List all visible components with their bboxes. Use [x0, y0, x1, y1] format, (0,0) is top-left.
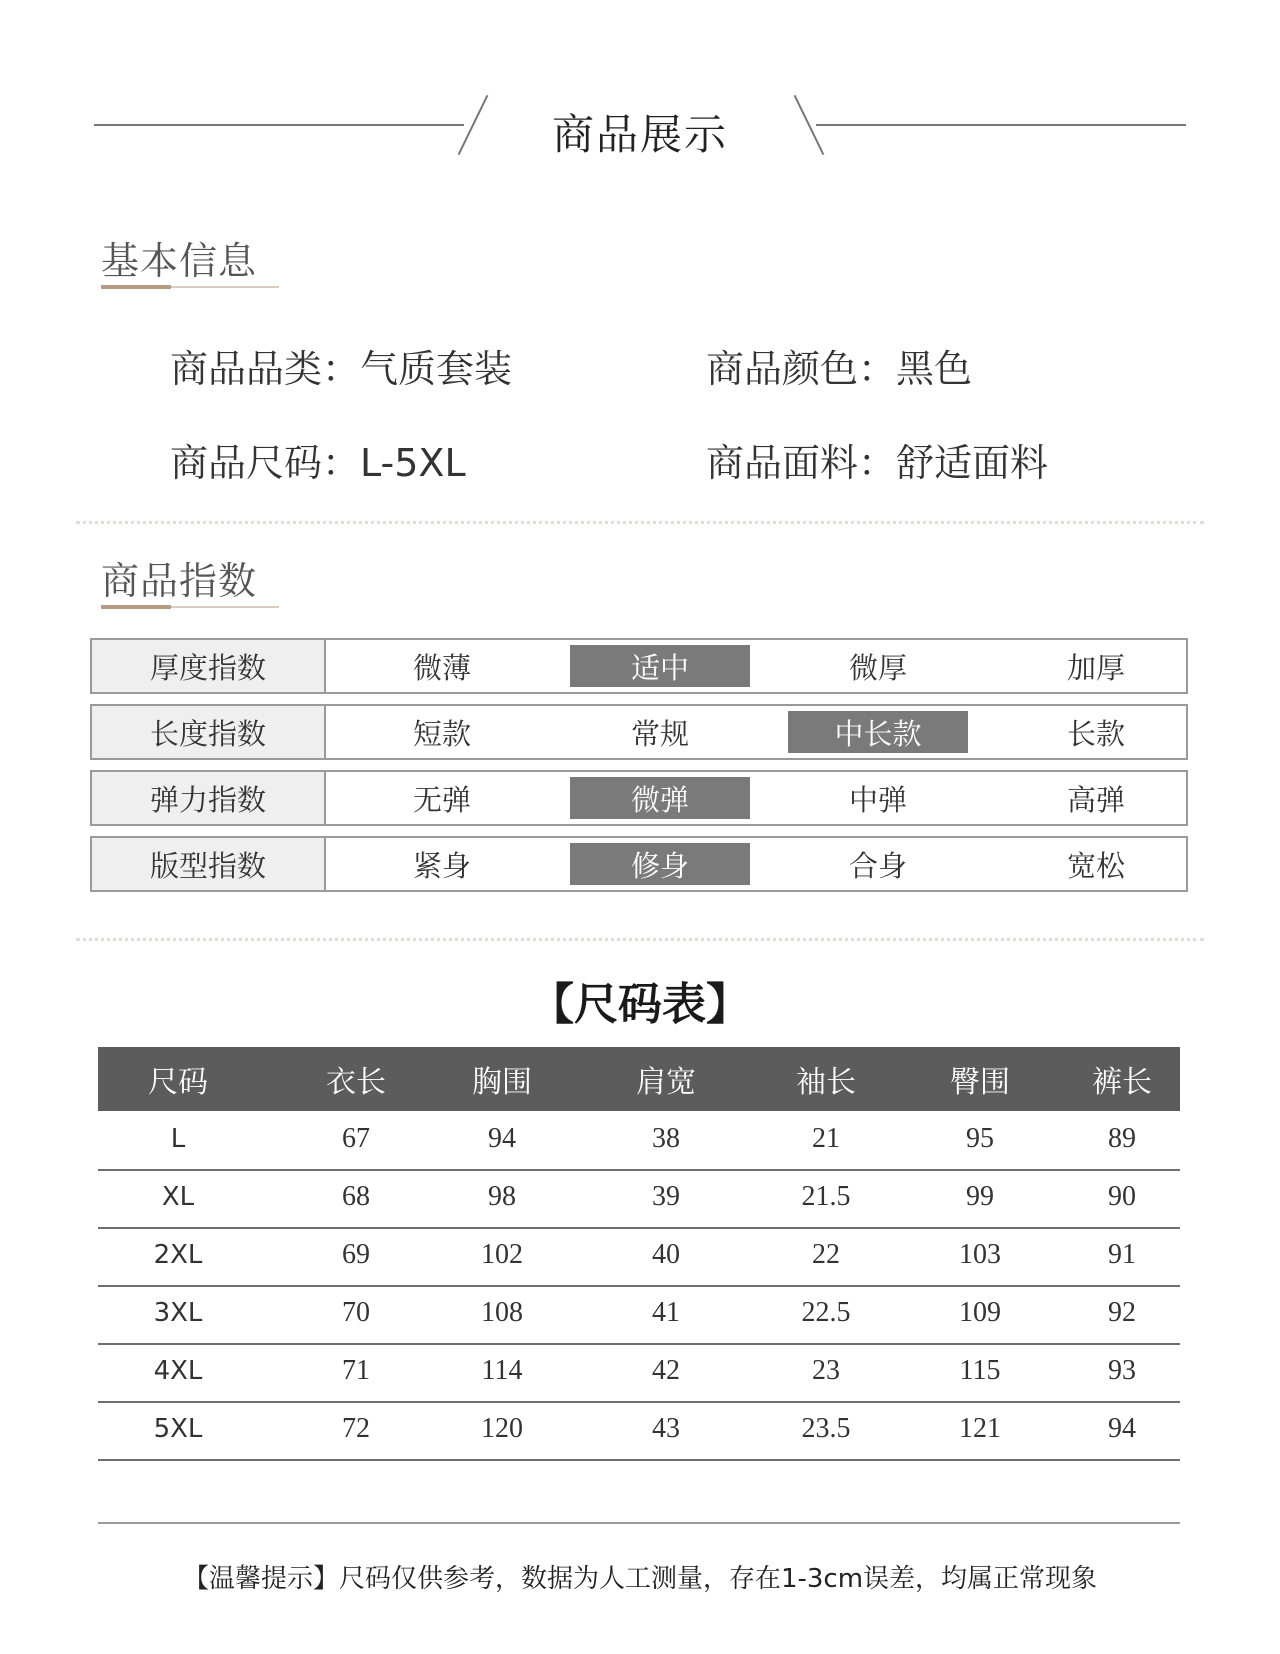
size-value-cell: 103: [959, 1239, 1001, 1270]
size-value-cell: 23: [812, 1355, 840, 1386]
size-table-header-cell: 肩宽: [636, 1065, 696, 1100]
index-option: 短款: [412, 716, 471, 751]
info-category: [170, 338, 512, 393]
size-value-cell: 43: [652, 1413, 680, 1444]
size-value-cell: 115: [959, 1355, 1001, 1386]
size-value-cell: 39: [652, 1181, 680, 1212]
size-table-header-cell: 臀围: [950, 1065, 1010, 1100]
basic-info-title: 基本信息: [101, 239, 258, 283]
size-value-cell: 120: [481, 1413, 523, 1444]
divider: [76, 938, 1204, 941]
size-value-cell: 109: [959, 1297, 1001, 1328]
size-value-cell: 92: [1108, 1297, 1136, 1328]
index-option: 加厚: [1066, 650, 1125, 685]
size-label-cell: 4XL: [153, 1356, 203, 1386]
info-size-label: 商品尺码：: [170, 441, 361, 485]
table-row: [98, 1401, 1180, 1461]
size-value-cell: 89: [1108, 1123, 1136, 1154]
table-row: [98, 1227, 1180, 1287]
index-option: 微薄: [412, 650, 471, 685]
size-value-cell: 71: [342, 1355, 370, 1386]
index-option: 紧身: [412, 848, 471, 883]
header-line-right: [816, 124, 1186, 126]
table-row: [98, 1285, 1180, 1345]
size-label-cell: 3XL: [153, 1298, 203, 1328]
size-value-cell: 40: [652, 1239, 680, 1270]
size-value-cell: 90: [1108, 1181, 1136, 1212]
index-title: 商品指数: [101, 559, 258, 603]
index-option-selected: 微弹: [570, 777, 750, 819]
index-option: 高弹: [1066, 782, 1125, 817]
divider: [76, 521, 1204, 524]
size-value-cell: 21: [812, 1123, 840, 1154]
table-row: [98, 1169, 1180, 1229]
info-color-label: 商品颜色：: [706, 347, 897, 391]
size-value-cell: 99: [966, 1181, 994, 1212]
basic-info-underline-accent: [101, 285, 171, 289]
index-option: 常规: [630, 716, 689, 751]
size-value-cell: 91: [1108, 1239, 1136, 1270]
table-row: [98, 1111, 1180, 1171]
info-color: [706, 338, 972, 393]
size-table-end-line: [98, 1522, 1180, 1524]
size-value-cell: 70: [342, 1297, 370, 1328]
size-table-header-cell: 尺码: [148, 1065, 208, 1100]
size-value-cell: 121: [959, 1413, 1001, 1444]
index-option-selected: 中长款: [788, 711, 968, 753]
size-value-cell: 93: [1108, 1355, 1136, 1386]
index-underline-accent: [101, 605, 171, 609]
index-row-label: 版型指数: [92, 838, 326, 890]
size-value-cell: 68: [342, 1181, 370, 1212]
index-row-label: 长度指数: [92, 706, 326, 758]
info-size: [170, 432, 466, 487]
index-row-label: 厚度指数: [92, 640, 326, 692]
size-value-cell: 69: [342, 1239, 370, 1270]
size-note: 【温馨提示】尺码仅供参考，数据为人工测量，存在1-3cm误差，均属正常现象: [182, 1564, 1098, 1594]
index-row: [90, 836, 1188, 892]
page-title: 商品展示: [551, 110, 728, 159]
size-table-header-cell: 裤长: [1092, 1065, 1152, 1100]
size-label-cell: 5XL: [153, 1414, 203, 1444]
size-value-cell: 21.5: [801, 1181, 851, 1212]
size-table-header-cell: 衣长: [326, 1065, 386, 1100]
index-row: [90, 638, 1188, 694]
size-label-cell: 2XL: [153, 1240, 203, 1270]
size-value-cell: 67: [342, 1123, 370, 1154]
index-option: 微厚: [848, 650, 907, 685]
info-size-value: L-5XL: [360, 441, 466, 485]
size-label-cell: L: [170, 1124, 186, 1154]
info-fabric: [706, 432, 1048, 487]
size-table-header-cell: 胸围: [472, 1065, 532, 1100]
size-value-cell: 114: [481, 1355, 523, 1386]
index-option-selected: 修身: [570, 843, 750, 885]
index-row: [90, 770, 1188, 826]
size-value-cell: 98: [488, 1181, 516, 1212]
info-category-label: 商品品类：: [170, 347, 361, 391]
index-option: 宽松: [1066, 848, 1125, 883]
size-value-cell: 94: [488, 1123, 516, 1154]
index-row-label: 弹力指数: [92, 772, 326, 824]
size-value-cell: 95: [966, 1123, 994, 1154]
size-value-cell: 102: [481, 1239, 523, 1270]
index-row: [90, 704, 1188, 760]
size-label-cell: XL: [161, 1182, 195, 1212]
size-value-cell: 94: [1108, 1413, 1136, 1444]
size-value-cell: 23.5: [801, 1413, 851, 1444]
size-table-header-cell: 袖长: [796, 1065, 856, 1100]
info-fabric-label: 商品面料：: [706, 441, 897, 485]
index-option: 合身: [848, 848, 907, 883]
info-color-value: 黑色: [896, 347, 973, 391]
index-option: 中弹: [848, 782, 907, 817]
info-category-value: 气质套装: [360, 347, 513, 391]
index-option: 长款: [1066, 716, 1125, 751]
index-option-selected: 适中: [570, 645, 750, 687]
size-value-cell: 22: [812, 1239, 840, 1270]
size-value-cell: 38: [652, 1123, 680, 1154]
size-value-cell: 108: [481, 1297, 523, 1328]
size-value-cell: 41: [652, 1297, 680, 1328]
size-table-header: [98, 1047, 1180, 1111]
size-value-cell: 72: [342, 1413, 370, 1444]
size-table-title: 【尺码表】: [530, 979, 750, 1030]
index-option: 无弹: [412, 782, 471, 817]
table-row: [98, 1343, 1180, 1403]
info-fabric-value: 舒适面料: [896, 441, 1049, 485]
size-value-cell: 22.5: [801, 1297, 851, 1328]
size-value-cell: 42: [652, 1355, 680, 1386]
